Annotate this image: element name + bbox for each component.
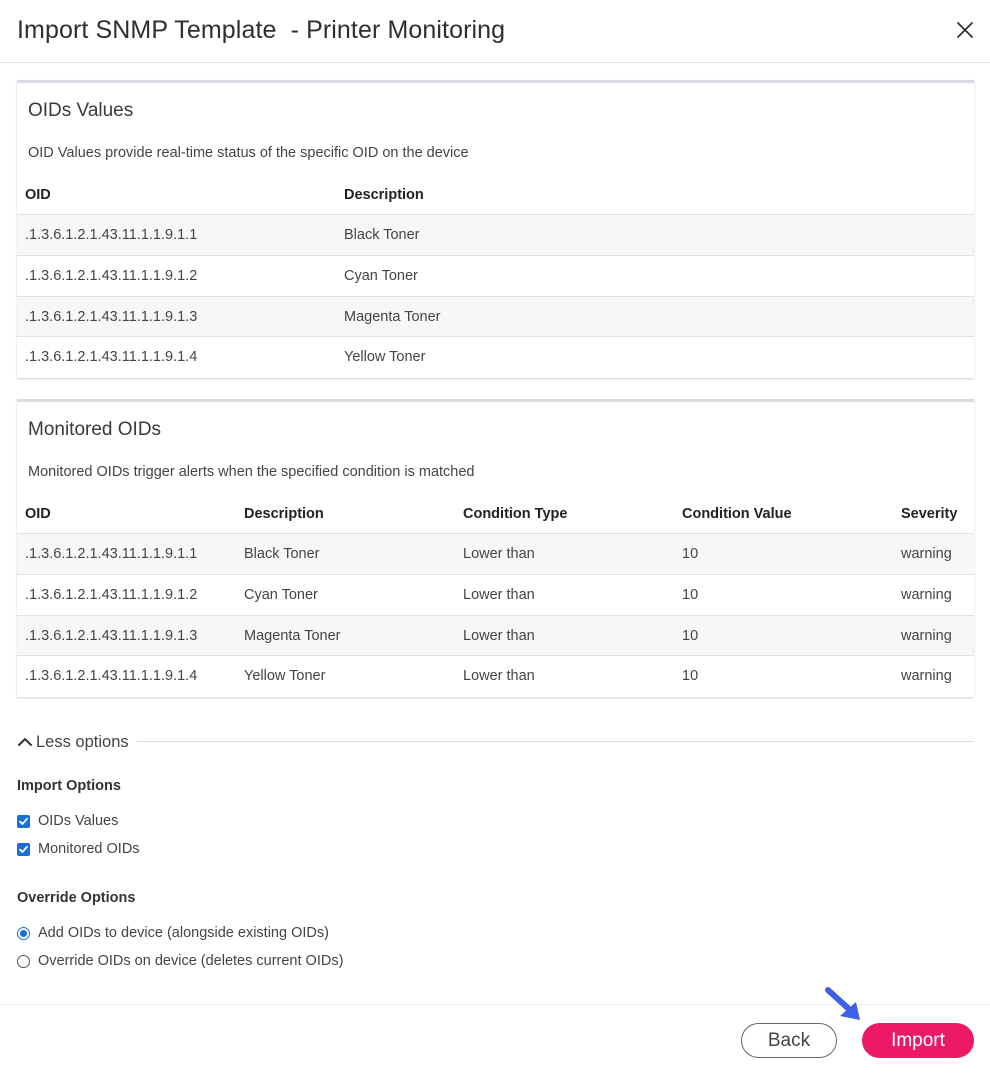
checkbox-checked-icon[interactable] xyxy=(17,815,30,828)
table-row xyxy=(17,574,974,615)
column-header-oid: OID xyxy=(25,187,51,203)
cell-severity: warning xyxy=(901,628,952,644)
close-icon[interactable] xyxy=(954,19,976,41)
radio-label: Override OIDs on device (deletes current OIDs) xyxy=(38,953,344,969)
oid-values-card xyxy=(17,80,974,378)
cell-oid: .1.3.6.1.2.1.43.11.1.1.9.1.3 xyxy=(25,309,198,325)
table-row xyxy=(17,255,974,296)
cell-condition-value: 10 xyxy=(682,628,699,644)
radio-unselected-icon[interactable] xyxy=(17,955,30,968)
cell-condition-type: Lower than xyxy=(463,668,535,684)
cell-description: Yellow Toner xyxy=(344,349,426,365)
chevron-up-icon xyxy=(17,736,33,748)
cell-condition-value: 10 xyxy=(682,546,699,562)
table-row xyxy=(17,336,974,377)
cell-oid: .1.3.6.1.2.1.43.11.1.1.9.1.4 xyxy=(25,349,198,365)
cell-oid: .1.3.6.1.2.1.43.11.1.1.9.1.4 xyxy=(25,668,198,684)
pointer-arrow-icon xyxy=(824,986,866,1026)
checkbox-checked-icon[interactable] xyxy=(17,843,30,856)
column-header-condition-type: Condition Type xyxy=(463,506,568,522)
dialog-header xyxy=(0,0,990,63)
less-options-label: Less options xyxy=(36,732,129,751)
cell-condition-type: Lower than xyxy=(463,546,535,562)
cell-description: Magenta Toner xyxy=(344,309,441,325)
table-row xyxy=(17,533,974,574)
import-options-heading: Import Options xyxy=(17,778,121,794)
cell-oid: .1.3.6.1.2.1.43.11.1.1.9.1.1 xyxy=(25,546,198,562)
monitored-oids-title: Monitored OIDs xyxy=(28,419,162,440)
cell-condition-type: Lower than xyxy=(463,628,535,644)
column-header-severity: Severity xyxy=(901,506,958,522)
column-header-description: Description xyxy=(344,187,424,203)
cell-severity: warning xyxy=(901,587,952,603)
cell-oid: .1.3.6.1.2.1.43.11.1.1.9.1.2 xyxy=(25,268,198,284)
cell-description: Cyan Toner xyxy=(244,587,318,603)
checkbox-label: Monitored OIDs xyxy=(38,841,140,857)
column-header-condition-value: Condition Value xyxy=(682,506,792,522)
table-row xyxy=(17,296,974,337)
cell-condition-value: 10 xyxy=(682,668,699,684)
checkbox-label: OIDs Values xyxy=(38,813,119,829)
cell-severity: warning xyxy=(901,546,952,562)
oid-values-description: OID Values provide real-time status of the specific OID on the device xyxy=(28,145,469,161)
dialog-title: Import SNMP Template - Printer Monitoring xyxy=(17,16,506,44)
cell-description: Black Toner xyxy=(344,227,420,243)
checkbox-monitored-oids[interactable] xyxy=(17,841,140,857)
radio-override-oids[interactable] xyxy=(17,953,343,969)
cell-condition-type: Lower than xyxy=(463,587,535,603)
cell-severity: warning xyxy=(901,668,952,684)
less-options-toggle[interactable] xyxy=(17,731,129,753)
table-row xyxy=(17,615,974,656)
table-header xyxy=(17,176,974,214)
cell-oid: .1.3.6.1.2.1.43.11.1.1.9.1.1 xyxy=(25,227,198,243)
table-header xyxy=(17,495,974,533)
override-options-heading: Override Options xyxy=(17,890,136,906)
checkbox-oid-values[interactable] xyxy=(17,813,118,829)
monitored-oids-card xyxy=(17,399,974,697)
table-row xyxy=(17,214,974,255)
oid-values-title: OIDs Values xyxy=(28,100,134,121)
column-header-oid: OID xyxy=(25,506,51,522)
back-button[interactable]: Back xyxy=(741,1023,837,1058)
divider xyxy=(137,741,974,742)
cell-oid: .1.3.6.1.2.1.43.11.1.1.9.1.2 xyxy=(25,587,198,603)
cell-description: Yellow Toner xyxy=(244,668,326,684)
radio-label: Add OIDs to device (alongside existing OIDs) xyxy=(38,925,329,941)
cell-condition-value: 10 xyxy=(682,587,699,603)
cell-description: Magenta Toner xyxy=(244,628,341,644)
radio-selected-icon[interactable] xyxy=(17,927,30,940)
table-row xyxy=(17,655,974,696)
cell-oid: .1.3.6.1.2.1.43.11.1.1.9.1.3 xyxy=(25,628,198,644)
cell-description: Cyan Toner xyxy=(344,268,418,284)
radio-add-oids[interactable] xyxy=(17,925,329,941)
cell-description: Black Toner xyxy=(244,546,320,562)
import-button[interactable]: Import xyxy=(862,1023,974,1058)
monitored-oids-description: Monitored OIDs trigger alerts when the specified condition is matched xyxy=(28,464,475,480)
column-header-description: Description xyxy=(244,506,324,522)
